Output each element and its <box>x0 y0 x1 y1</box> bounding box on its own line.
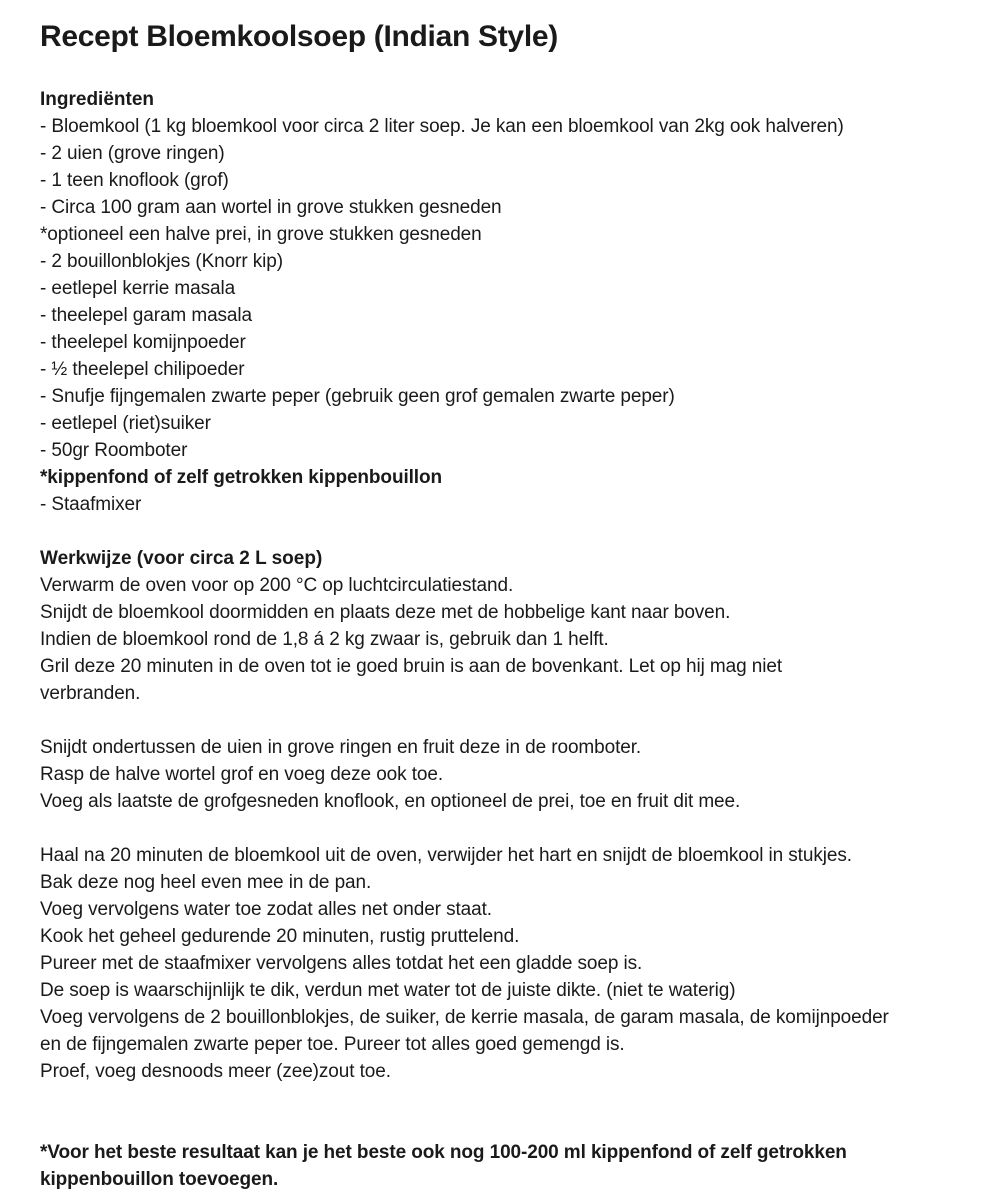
ingredient-line: - theelepel komijnpoeder <box>40 332 246 353</box>
method-line: De soep is waarschijnlijk te dik, verdun met water tot de juiste dikte. (niet te waterig) <box>40 980 736 1001</box>
blank-line <box>40 815 993 842</box>
blank-line <box>40 518 993 545</box>
method-line: Bak deze nog heel even mee in de pan. <box>40 872 372 893</box>
ingredient-line: - theelepel garam masala <box>40 305 252 326</box>
method-line: Proef, voeg desnoods meer (zee)zout toe. <box>40 1061 391 1082</box>
method-line: Verwarm de oven voor op 200 °C op luchtcirculatiestand. <box>40 575 514 596</box>
method-line: Indien de bloemkool rond de 1,8 á 2 kg zwaar is, gebruik dan 1 helft. <box>40 629 609 650</box>
blank-line <box>40 1085 993 1139</box>
footnote-line: *Voor het beste resultaat kan je het beste ook nog 100-200 ml kippenfond of zelf getrokken <box>40 1142 847 1163</box>
method-line: Snijdt ondertussen de uien in grove ringen en fruit deze in de roomboter. <box>40 737 642 758</box>
ingredient-line: - 1 teen knoflook (grof) <box>40 170 229 191</box>
ingredient-line: - ½ theelepel chilipoeder <box>40 359 245 380</box>
blank-line <box>40 56 993 86</box>
method-line: Gril deze 20 minuten in de oven tot ie goed bruin is aan de bovenkant. Let op hij mag niet <box>40 656 782 677</box>
method-line: verbranden. <box>40 683 141 704</box>
footnote-line: kippenbouillon toevoegen. <box>40 1169 279 1190</box>
method-line: Kook het geheel gedurende 20 minuten, rustig pruttelend. <box>40 926 520 947</box>
ingredient-line: *optioneel een halve prei, in grove stukken gesneden <box>40 224 482 245</box>
method-line: Voeg als laatste de grofgesneden knoflook, en optioneel de prei, toe en fruit dit mee. <box>40 791 741 812</box>
ingredient-line: - Staafmixer <box>40 494 142 515</box>
method-heading: Werkwijze (voor circa 2 L soep) <box>40 548 323 569</box>
ingredient-line-bold: *kippenfond of zelf getrokken kippenbouillon <box>40 467 442 488</box>
method-line: Voeg vervolgens water toe zodat alles net onder staat. <box>40 899 492 920</box>
ingredients-heading: Ingrediënten <box>40 89 155 110</box>
ingredient-line: - eetlepel kerrie masala <box>40 278 236 299</box>
ingredient-line: - 2 uien (grove ringen) <box>40 143 225 164</box>
ingredient-line: - Snufje fijngemalen zwarte peper (gebruik geen grof gemalen zwarte peper) <box>40 386 675 407</box>
ingredient-line: - eetlepel (riet)suiker <box>40 413 211 434</box>
ingredient-line: - 2 bouillonblokjes (Knorr kip) <box>40 251 283 272</box>
ingredient-line: - Bloemkool (1 kg bloemkool voor circa 2 liter soep. Je kan een bloemkool van 2kg ook halveren) <box>40 116 844 137</box>
method-line: Haal na 20 minuten de bloemkool uit de oven, verwijder het hart en snijdt de bloemkool in stukjes. <box>40 845 852 866</box>
blank-line <box>40 707 993 734</box>
page-title: Recept Bloemkoolsoep (Indian Style) <box>40 20 558 53</box>
method-line: Rasp de halve wortel grof en voeg deze ook toe. <box>40 764 444 785</box>
ingredient-line: - 50gr Roomboter <box>40 440 188 461</box>
method-line: Voeg vervolgens de 2 bouillonblokjes, de suiker, de kerrie masala, de garam masala, de komijnpoeder <box>40 1007 889 1028</box>
method-line: Pureer met de staafmixer vervolgens alles totdat het een gladde soep is. <box>40 953 643 974</box>
method-line: Snijdt de bloemkool doormidden en plaats deze met de hobbelige kant naar boven. <box>40 602 731 623</box>
method-line: en de fijngemalen zwarte peper toe. Pureer tot alles goed gemengd is. <box>40 1034 625 1055</box>
ingredient-line: - Circa 100 gram aan wortel in grove stukken gesneden <box>40 197 502 218</box>
